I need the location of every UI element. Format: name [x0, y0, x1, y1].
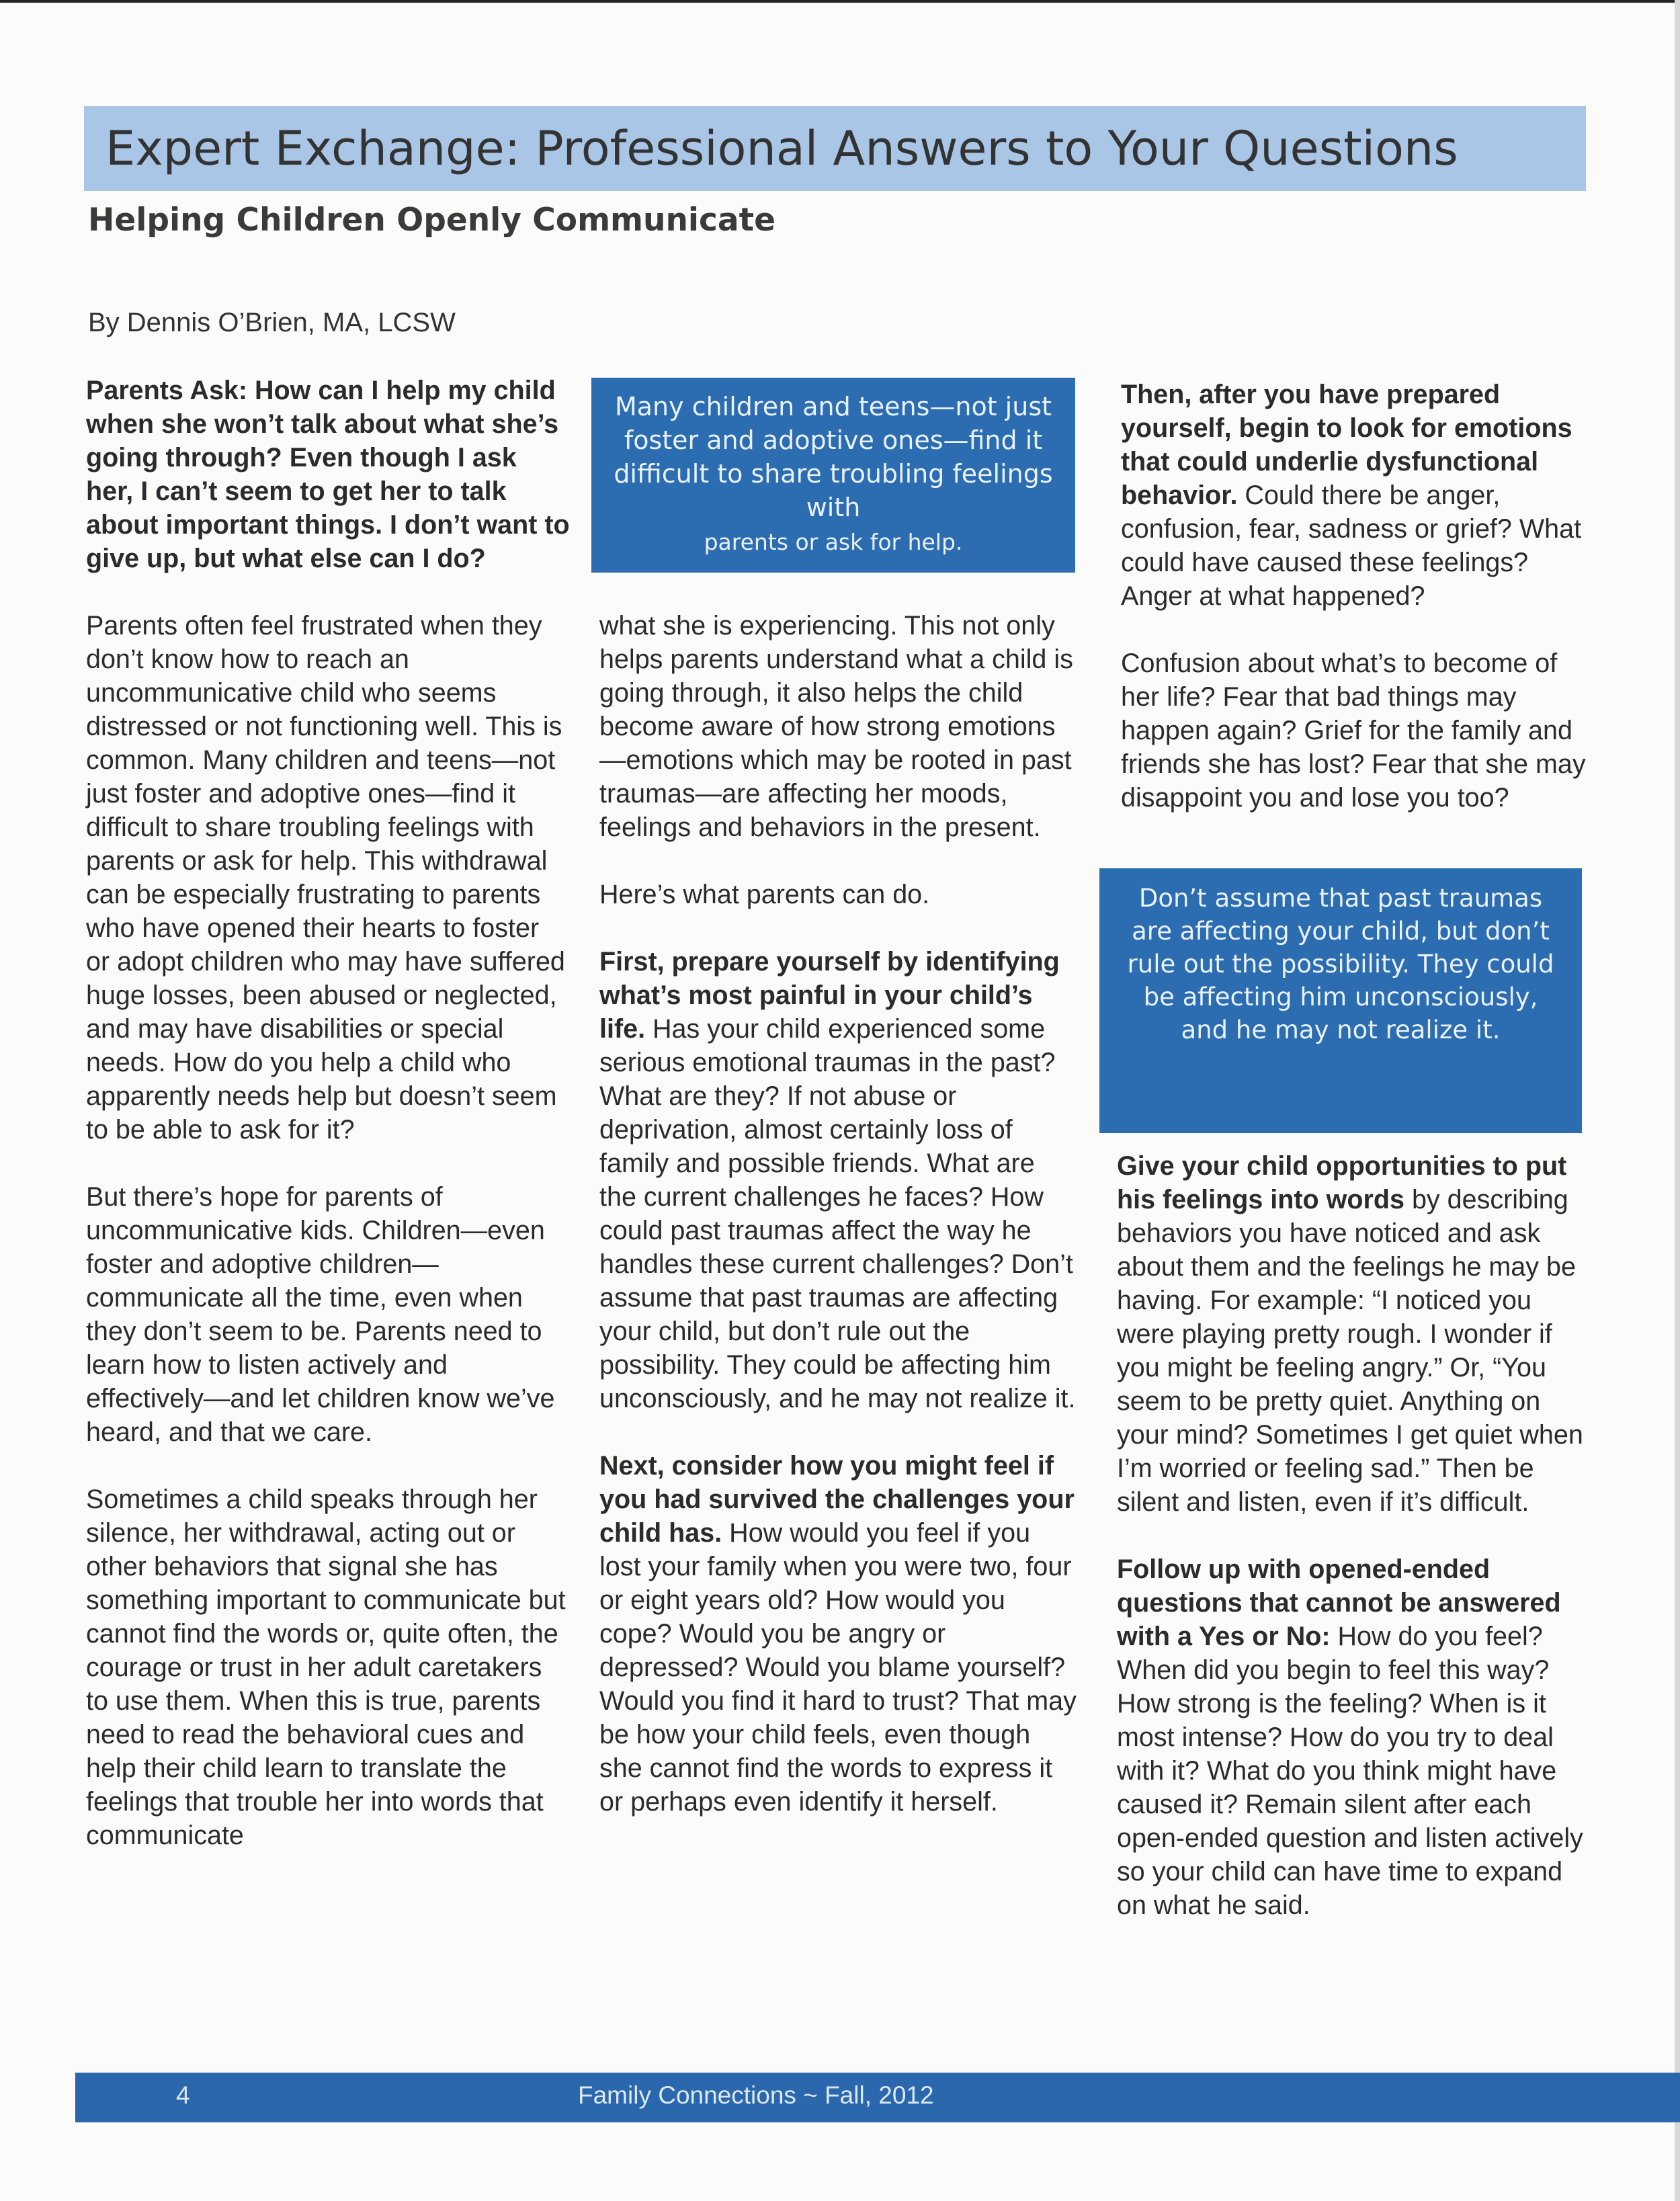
header-banner [84, 106, 1586, 191]
paragraph: what she is experiencing. This not only helps parents understand what a child is going through, it also helps the child become aware of how strong emotions—emotions which may be rooted in past traumas—are affecting her moods, feelings and behaviors in the present. [599, 611, 1073, 842]
paragraph: Give your child opportunities to put his feelings into words by describing behaviors you have noticed and ask about them and the feelings he may be having. For example: “I noticed you were playing pretty rough. I wonder if you might be feeling angry.” Or, “You seem to be pretty quiet. Anything on your mind? Sometimes I get quiet when I’m worried or feeling sad.” Then be silent and listen, even if it’s difficult. [1117, 1151, 1583, 1517]
publication-info: Family Connections ~ Fall, 2012 [578, 2081, 934, 2109]
paragraph: Here’s what parents can do. [599, 880, 930, 909]
paragraph: First, prepare yourself by identifying what’s most painful in your child’s life. Has your child experienced some serious emotional traumas in the past? What are they? If not abuse or deprivation, almost certainly loss of family and possible friends. What are the current challenges he faces? How could past traumas affect the way he handles these current challenges? Don’t assume that past traumas are affecting your child, but don’t rule out the possibility. They could be affecting him unconsciously, and he may not realize it. [599, 947, 1076, 1413]
byline: By Dennis O’Brien, MA, LCSW [88, 308, 456, 337]
paragraph: Next, consider how you might feel if you had survived the challenges your child has. How would you feel if you lost your family when you were two, four or eight years old? How would you cope? Would you be angry or depressed? Would you blame yourself? Would you find it hard to trust? That may be how your child feels, even though she cannot find the words to express it or perhaps even identify it herself. [599, 1451, 1077, 1817]
pull-quote-tail: parents or ask for help. [704, 529, 963, 555]
page-title: Expert Exchange: Professional Answers to Your Questions [106, 121, 1458, 176]
column-2 [599, 609, 1077, 1819]
top-border [0, 0, 1680, 3]
paragraph: Confusion about what’s to become of her life? Fear that bad things may happen again? Grief for the family and friends she has lost? Fear that she may disappoint you and lose you too? [1121, 649, 1586, 813]
page-number: 4 [176, 2081, 190, 2109]
parent-question: Parents Ask: How can I help my child when she won’t talk about what she’s going through? Even though I ask her, I can’t seem to get her to talk about important things. I don’t want to give up, but what else can I do? [86, 376, 570, 573]
paragraph: Parents often feel frustrated when they don’t know how to reach an uncommunicative child who seems distressed or not functioning well. This is common. Many children and teens—not just foster and adoptive ones—find it difficult to share troubling feelings with parents or ask for help. This withdrawal can be especially frustrating to parents who have opened their hearts to foster or adopt children who may have suffered huge losses, been abused or neglected, and may have disabilities or special needs. How do you help a child who apparently needs help but doesn’t seem to be able to ask for it? [86, 611, 565, 1145]
pull-quote-main: Many children and teens—not just foster and adoptive ones—find it difficult to share troubling feelings with [614, 392, 1053, 522]
page-edge-shadow [1675, 0, 1680, 2201]
pull-quote-2: Don’t assume that past traumas are affecting your child, but don’t rule out the possibility. They could be affecting him unconsciously, and he may not realize it. [1099, 868, 1582, 1133]
paragraph: Follow up with opened-ended questions that cannot be answered with a Yes or No: How do you feel? When did you begin to feel this way? How strong is the feeling? When is it most intense? How do you try to deal with it? What do you think might have caused it? Remain silent after each open-ended question and listen actively so your child can have time to expand on what he said. [1117, 1554, 1583, 1920]
paragraph: Sometimes a child speaks through her silence, her withdrawal, acting out or other behaviors that signal she has something important to communicate but cannot find the words or, quite often, the courage or trust in her adult caretakers to use them. When this is true, parents need to read the behavioral cues and help their child learn to translate the feelings that trouble her into words that communicate [86, 1485, 566, 1850]
paragraph: Then, after you have prepared yourself, begin to look for emotions that could underlie dysfunctional behavior. Could there be anger, confusion, fear, sadness or grief? What could have caused these feelings? Anger at what happened? [1121, 380, 1582, 611]
paragraph: But there’s hope for parents of uncommunicative kids. Children—even foster and adoptive children—communicate all the time, even when they don’t seem to be. Parents need to learn how to listen actively and effectively—and let children know we’ve heard, and that we care. [86, 1182, 555, 1447]
column-3-bottom [1117, 1149, 1594, 1922]
footer-bar [75, 2073, 1680, 2122]
article-subtitle: Helping Children Openly Communicate [88, 202, 775, 239]
column-3-top [1121, 378, 1595, 815]
column-1 [86, 374, 570, 1852]
pull-quote-1 [591, 378, 1075, 573]
